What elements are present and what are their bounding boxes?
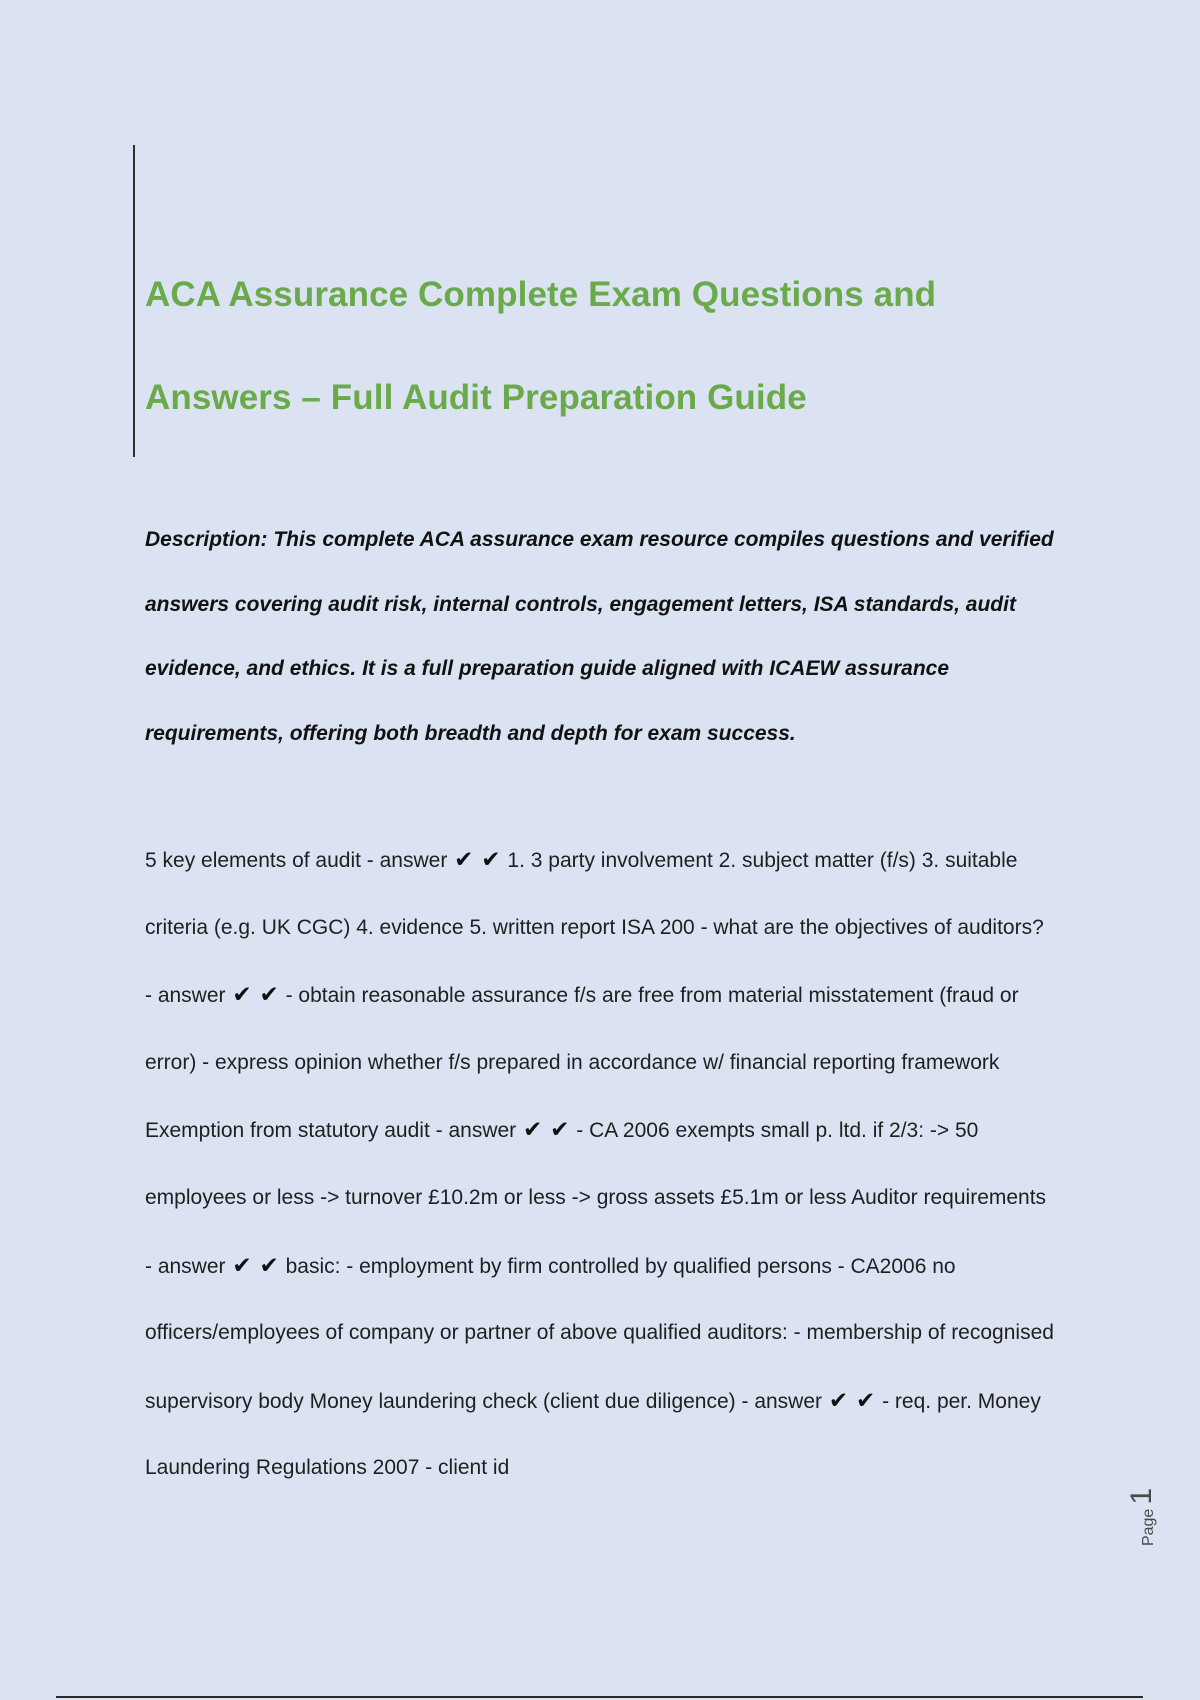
footer-divider: [56, 1696, 1143, 1698]
paragraph-segment-1: 5 key elements of audit - answer: [145, 849, 454, 872]
paragraph-segment-6: - req. per. Money Laundering Regulations 2007 - client id: [145, 1389, 1041, 1480]
check-mark-icon: ✔: [828, 1386, 849, 1413]
paragraph-segment-4: - CA 2006 exempts small p. ltd. if 2/3: -> 50 employees or less -> turnover £10.2m or less -> gross assets £5.1m or less Auditor requirements - answer: [145, 1119, 1047, 1278]
document-description: Description: This complete ACA assurance exam resource compiles questions and verified answers covering audit risk, internal controls, engagement letters, ISA standards, audit evidence, and ethics. It is a full preparation guide aligned with ICAEW assurance requirements, offering both breadth and depth for exam success.: [145, 528, 1054, 745]
paragraph-segment-3: - obtain reasonable assurance f/s are free from material misstatement (fraud or error) - express opinion whether f/s prepared in accordance w/ financial reporting framework Exemption from statutory audit - answer: [145, 984, 1019, 1143]
page-number: [1095, 1487, 1158, 1547]
check-mark-icon: ✔: [232, 981, 252, 1008]
question-answer-paragraph: [145, 826, 1055, 1502]
page-number-value: 1: [1125, 1487, 1158, 1505]
page-label: Page: [1140, 1508, 1157, 1547]
title-vertical-rule: [133, 145, 135, 457]
check-mark-icon: ✔: [259, 1251, 279, 1278]
document-title: ACA Assurance Complete Exam Questions and Answers – Full Audit Preparation Guide: [145, 275, 937, 417]
check-mark-icon: ✔: [454, 846, 474, 872]
check-mark-icon: ✔: [550, 1116, 570, 1143]
check-mark-icon: ✔: [523, 1116, 543, 1143]
paragraph-segment-5: basic: - employment by firm controlled by qualified persons - CA2006 no officers/employees of company or partner of above qualified auditors: - membership of recognised supervisory body Money laundering check (client due diligence) - answer: [145, 1254, 1054, 1413]
check-mark-icon: ✔: [481, 846, 501, 872]
check-mark-icon: ✔: [259, 981, 279, 1008]
check-mark-icon: ✔: [232, 1251, 252, 1278]
check-mark-icon: ✔: [855, 1386, 876, 1413]
paragraph-segment-2: 1. 3 party involvement 2. subject matter (f/s) 3. suitable criteria (e.g. UK CGC) 4. evidence 5. written report ISA 200 - what are the objectives of auditors? - answer: [145, 849, 1044, 1008]
title-block: [133, 145, 1053, 457]
